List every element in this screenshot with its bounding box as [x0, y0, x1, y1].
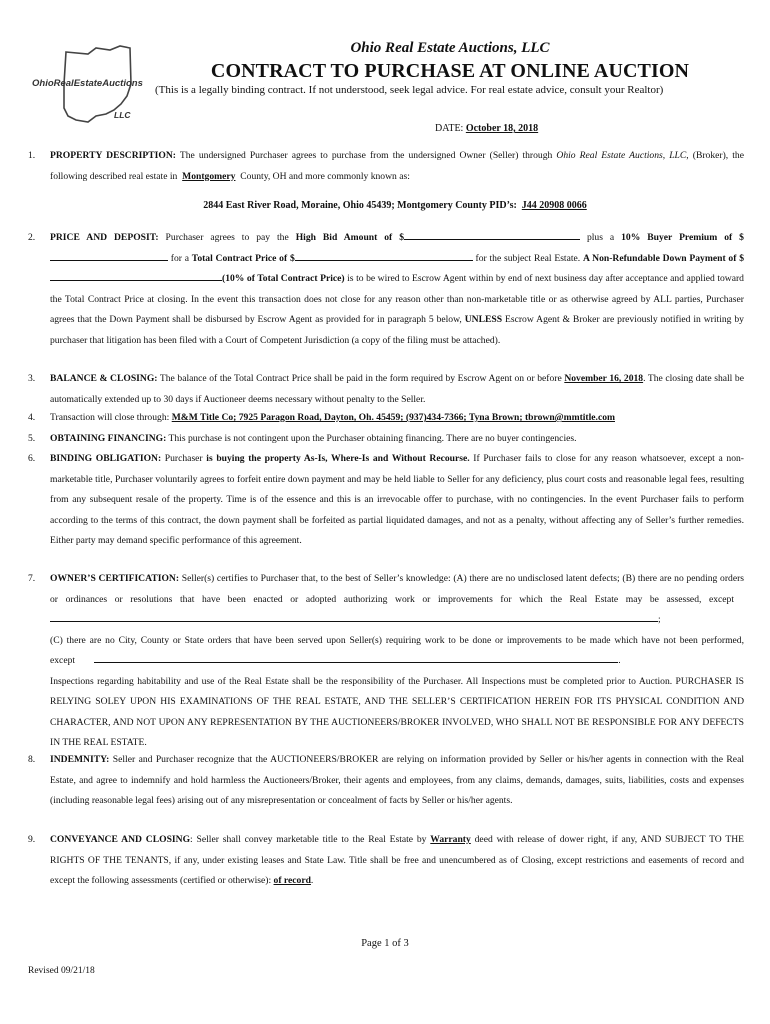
- section-balance-and-closing: [28, 369, 744, 410]
- section-text: The balance of the Total Contract Price shall be paid in the form required by Escrow Agent on or before: [157, 373, 565, 384]
- section-text: .: [310, 875, 314, 886]
- section-number: 7.: [28, 573, 36, 584]
- section-number: 4.: [28, 412, 36, 423]
- down-payment-blank[interactable]: [50, 269, 222, 281]
- section-number: 2.: [28, 232, 36, 243]
- buyer-premium-label: 10% Buyer Premium of $: [621, 232, 744, 243]
- unless-text: UNLESS: [464, 314, 503, 325]
- section-text: The undersigned Purchaser agrees to purchase from the undersigned Owner (Seller) through: [175, 150, 557, 161]
- date-value: October 18, 2018: [465, 123, 539, 134]
- section-heading: OWNER’S CERTIFICATION:: [50, 573, 180, 584]
- title-company-info: M&M Title Co; 7925 Paragon Road, Dayton, Oh. 45459; (937)434-7366; Tyna Brown; tbrown@mmtitle.com: [171, 412, 615, 423]
- section-heading: PRICE AND DEPOSIT:: [50, 232, 159, 243]
- date-label: DATE:: [435, 123, 466, 134]
- section-text: plus a: [580, 232, 622, 243]
- property-address: [0, 200, 770, 211]
- section-text: This purchase is not contingent upon the Purchaser obtaining financing. There are no buyer contingencies.: [166, 433, 577, 444]
- section-text: Escrow Agent & Broker are previously notified in writing by purchaser that litigation has been filed with a Court of Competent Jurisdiction (a copy of the filing must be attached).: [50, 314, 744, 346]
- revision-date: Revised 09/21/18: [28, 966, 95, 976]
- section-text: If Purchaser fails to close for any reason whatsoever, except a non-marketable title, Purchaser voluntarily agrees to forfeit entire down payment and may be held liable to Seller for any deficiency, plus court costs and reasonable legal fees, resulting from any subsequent resale of the property. Time is of the essence and this is an irrevocable offer to purchase, with no contingencies. In the event Purchaser fails to perform according to the terms of this contract, the down payment shall be forfeited as partial liquidated damages, and not as a penalty, without affecting any of Seller’s further remedies. Either party may demand specific performance of this agreement.: [50, 453, 744, 546]
- section-text: Inspections regarding habitability and use of the Real Estate shall be the responsibility of the Purchaser. All Inspections must be completed prior to Auction. PURCHASER IS RELYING SOLEY UPON HIS EXAMINATIONS OF THE REAL ESTATE, AND THE SELLER’S CERTIFICATION HEREIN FOR ITS PHYSICAL CONDITION AND CHARACTER, AND NOT UPON ANY REPRESENTATION BY THE AUCTIONEERS/BROKER INVOLVED, WHO SHALL NOT BE RESPONSIBLE FOR ANY DEFECTS IN THE REAL ESTATE.: [50, 675, 744, 748]
- broker-name: Ohio Real Estate Auctions, LLC: [556, 150, 687, 161]
- down-payment-label: A Non-Refundable Down Payment of $: [582, 252, 744, 264]
- address-text: 2844 East River Road, Moraine, Ohio 45439; Montgomery County PID’s:: [203, 200, 517, 211]
- section-text: County, OH and more commonly known as:: [237, 170, 410, 182]
- section-heading: CONVEYANCE AND CLOSING: [50, 834, 191, 845]
- section-heading: OBTAINING FINANCING:: [50, 433, 167, 444]
- section-text: deed with release of dower right, if any, AND SUBJECT TO THE RIGHTS OF THE TENANTS, if any, under existing leases and State Law. Title shall be free and unencumbered as of Closing, except restrictions and easements of record and except the following assessments (certified or otherwise):: [50, 834, 744, 886]
- parcel-id: J44 20908 0066: [521, 200, 587, 211]
- total-price-label: Total Contract Price of $: [191, 252, 295, 264]
- section-text: Seller(s) certifies to Purchaser that, to the best of Seller’s knowledge: (A) there are no undisclosed latent defects; (B) there are no pending orders or ordinances or resolutions that have been enacted or adopted authorizing work or improvements for which the Real Estate may be assessed, except: [50, 573, 745, 605]
- section-text: Purchaser: [161, 453, 207, 464]
- section-text: , (Broker), the following described real estate in: [50, 150, 744, 182]
- logo-text: OhioRealEstateAuctions: [32, 78, 143, 89]
- section-text: Seller and Purchaser recognize that the AUCTIONEERS/BROKER are relying on information provided by Seller or his/her agents in connection with the Real Estate, and agree to indemnify and hold harmless the Auctioneers/Broker, their agents and employees, from any claims, demands, damages, suits, liabilities, costs and expenses (including reasonable legal fees) arising out of any misrepresentation or concealment of facts by Seller or his/her agents.: [50, 754, 744, 806]
- section-text: Purchaser agrees to pay the: [158, 232, 296, 243]
- buyer-premium-blank[interactable]: [50, 249, 168, 261]
- deed-type: Warranty: [430, 834, 471, 845]
- logo-llc: LLC: [114, 110, 131, 120]
- high-bid-label: High Bid Amount of $: [295, 232, 404, 243]
- section-text: Transaction will close through:: [50, 412, 172, 423]
- orders-exception-blank[interactable]: [94, 651, 618, 663]
- section-heading: INDEMNITY:: [50, 754, 110, 765]
- section-number: 5.: [28, 433, 36, 444]
- section-heading: BINDING OBLIGATION:: [50, 453, 162, 464]
- section-heading: PROPERTY DESCRIPTION:: [50, 150, 176, 161]
- company-name: Ohio Real Estate Auctions, LLC: [350, 40, 550, 56]
- section-number: 6.: [28, 453, 36, 464]
- section-text: : Seller shall convey marketable title to the Real Estate by: [190, 834, 431, 845]
- section-number: 8.: [28, 754, 36, 765]
- section-text: is to be wired to Escrow Agent within by end of next business day after acceptance and applied toward the Total Contract Price at closing. In the event this transaction does not close for any reason other than non-marketable title or as otherwise agreed by ALL parties, Purchaser agrees that the Down Payment shall be disbursed by Escrow Agent as provided for in paragraph 5 below,: [50, 273, 744, 325]
- section-property-description: [28, 146, 744, 187]
- high-bid-blank[interactable]: [404, 228, 580, 240]
- assessments-of-record: of record: [273, 875, 311, 886]
- total-price-blank[interactable]: [295, 249, 473, 261]
- page-number: Page 1 of 3: [361, 938, 409, 949]
- section-text: (C) there are no City, County or State orders that have been served upon Seller(s) requiring work to be done or improvements to be made which have not been performed, except: [50, 634, 744, 666]
- section-number: 9.: [28, 834, 36, 845]
- section-binding-obligation: [28, 449, 744, 552]
- down-payment-percent: (10% of Total Contract Price): [222, 273, 345, 284]
- document-title: CONTRACT TO PURCHASE AT ONLINE AUCTION: [210, 60, 690, 82]
- section-price-and-deposit: [28, 228, 744, 351]
- document-subtitle: (This is a legally binding contract. If not understood, seek legal advice. For real estate advice, consult your Realtor): [155, 84, 664, 96]
- section-text: for a: [168, 252, 192, 264]
- section-obtaining-financing: [28, 429, 744, 450]
- section-text: for the subject Real Estate.: [472, 252, 583, 264]
- section-text: . The closing date shall be automatically extended up to 30 days if Auctioneer deems necessary without penalty to the Seller.: [50, 373, 744, 405]
- as-is-clause: is buying the property As-Is, Where-Is and Without Recourse.: [206, 453, 470, 464]
- contract-date: [435, 123, 538, 134]
- section-text: ;: [658, 614, 661, 625]
- county-name: Montgomery: [182, 170, 236, 182]
- section-text: .: [618, 655, 621, 666]
- section-title-company: [28, 408, 744, 429]
- section-number: 3.: [28, 373, 36, 384]
- section-owners-certification: [28, 569, 744, 754]
- section-conveyance-and-closing: [28, 830, 744, 892]
- closing-date: November 16, 2018: [564, 373, 644, 384]
- section-heading: BALANCE & CLOSING:: [50, 373, 158, 384]
- assessment-exception-blank[interactable]: [50, 610, 658, 622]
- section-indemnity: [28, 750, 744, 812]
- section-number: 1.: [28, 150, 36, 161]
